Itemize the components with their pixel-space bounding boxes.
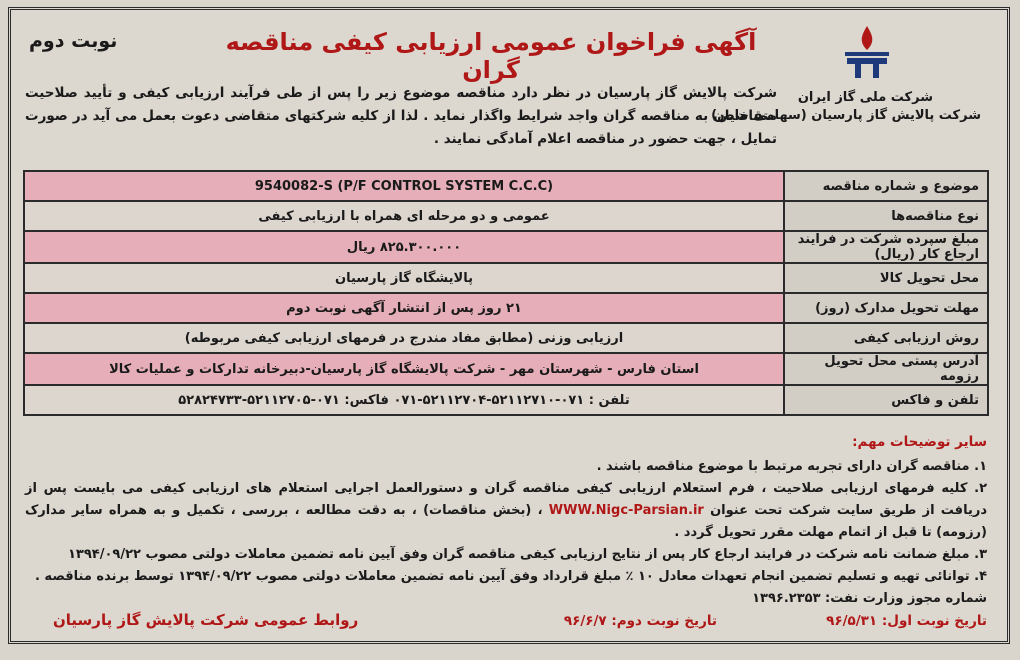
- tender-notice: [8, 7, 1010, 644]
- org-name-company: شرکت پالایش گاز پارسیان (سهامی خاص): [711, 108, 981, 123]
- table-row: [24, 293, 988, 323]
- note-4: ۴. توانائی تهیه و تسلیم تضمین انجام تعهدات معادل ۱۰ ٪ مبلغ قرارداد وفق آیین نامه تضمین معاملات دولتی مصوب ۱۳۹۴/۰۹/۲۲ توسط برنده مناقصه .: [34, 569, 987, 584]
- second-publish-date: تاریخ نوبت دوم: ۹۶/۶/۷: [563, 613, 717, 629]
- row-value: عمومی و دو مرحله ای همراه با ارزیابی کیفی: [24, 201, 784, 231]
- row-label: مهلت تحویل مدارک (روز): [784, 293, 988, 323]
- row-value: استان فارس - شهرستان مهر - شرکت پالایشگاه گاز پارسیان-دبیرخانه تدارکات و عملیات کالا: [24, 353, 784, 385]
- tender-info-table: [23, 170, 989, 416]
- row-label: نوع مناقصه‌ها: [784, 201, 988, 231]
- org-name-parent: شرکت ملی گاز ایران: [797, 90, 933, 105]
- nigc-logo-icon: [839, 24, 895, 86]
- notes-title: سایر توضیحات مهم:: [852, 434, 987, 450]
- table-row: [24, 231, 988, 263]
- row-label: آدرس پستی محل تحویل رزومه: [784, 353, 988, 385]
- row-value: 9540082-S (P/F CONTROL SYSTEM C.C.C): [24, 171, 784, 201]
- note-2-text-b: ، (بخش مناقصات) ، به دقت مطالعه ، بررسی ، تکمیل و به همراه سایر مدارک (رزومه) تا قبل از اتمام مهلت مقرر تحویل گردد .: [25, 503, 987, 540]
- round-badge: نوبت دوم: [29, 30, 118, 52]
- table-row: [24, 385, 988, 415]
- public-relations-signature: روابط عمومی شرکت پالایش گاز پارسیان: [53, 611, 359, 629]
- note-2: [25, 478, 987, 544]
- row-value: پالایشگاه گاز پارسیان: [24, 263, 784, 293]
- notice-title: آگهی فراخوان عمومی ارزیابی کیفی مناقصه گران: [225, 28, 757, 84]
- table-row: [24, 201, 988, 231]
- row-value: تلفن : ۰۷۱-۵۲۱۱۲۷۱۰-۵۲۱۱۲۷۰۴-۰۷۱ فاکس: ۰۷۱-۵۲۱۱۲۷۰۵-۵۲۸۲۴۷۳۳: [24, 385, 784, 415]
- row-label: روش ارزیابی کیفی: [784, 323, 988, 353]
- table-row: [24, 323, 988, 353]
- note-3: ۳. مبلغ ضمانت نامه شرکت در فرایند ارجاع کار پس از نتایج ارزیابی کیفی مناقصه گران وفق آیین نامه تضمین معاملات دولتی مصوب ۱۳۹۴/۰۹/۲۲: [67, 547, 987, 562]
- table-row: [24, 353, 988, 385]
- table-row: [24, 263, 988, 293]
- notes-list: [25, 456, 987, 610]
- website-link[interactable]: WWW.Nigc-Parsian.ir: [548, 503, 704, 518]
- row-label: محل تحویل کالا: [784, 263, 988, 293]
- row-value: ۸۲۵.۳۰۰.۰۰۰ ریال: [24, 231, 784, 263]
- permit-number: شماره مجوز وزارت نفت: ۱۳۹۶.۲۳۵۳: [752, 591, 987, 606]
- intro-paragraph: شرکت پالایش گاز پارسیان در نظر دارد مناقصه موضوع زیر را پس از طی فرآیند ارزیابی کیفی و تأیید صلاحیت متقاضیان به مناقصه گران واجد شرایط واگذار نماید . لذا از کلیه شرکتهای متقاضی دعوت بعمل می آید در صورت تمایل ، جهت حضور در مناقصه اعلام آمادگی نمایند .: [25, 85, 777, 147]
- footer: [11, 607, 1007, 635]
- note-1: ۱. مناقصه گران دارای تجربه مرتبط با موضوع مناقصه باشند .: [596, 459, 987, 474]
- first-publish-date: تاریخ نوبت اول: ۹۶/۵/۳۱: [826, 613, 987, 629]
- row-label: موضوع و شماره مناقصه: [784, 171, 988, 201]
- row-label: تلفن و فاکس: [784, 385, 988, 415]
- row-label: مبلغ سپرده شرکت در فرایند ارجاع کار (ریال): [784, 231, 988, 263]
- row-value: ۲۱ روز پس از انتشار آگهی نوبت دوم: [24, 293, 784, 323]
- table-row: [24, 171, 988, 201]
- row-value: ارزیابی وزنی (مطابق مفاد مندرج در فرمهای ارزیابی کیفی مربوطه): [24, 323, 784, 353]
- note-2-text-a: ۲. کلیه فرمهای ارزیابی صلاحیت ، فرم استعلام ارزیابی کیفی مناقصه گران و دستورالعمل اجرایی استعلام های ارزیابی کیفی می بایست پس از دریافت از طریق سایت شرکت تحت عنوان: [25, 481, 987, 518]
